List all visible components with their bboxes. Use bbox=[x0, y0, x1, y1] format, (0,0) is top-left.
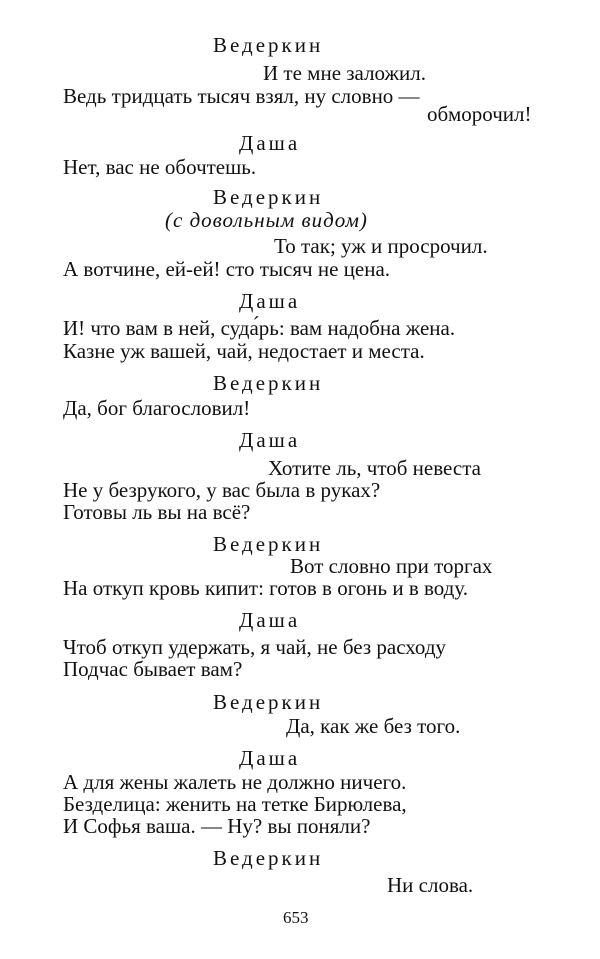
speaker-name: Ведеркин bbox=[213, 690, 324, 714]
speaker-name: Даша bbox=[239, 289, 301, 313]
verse-line: Нет, вас не обочтешь. bbox=[63, 155, 257, 179]
verse-line: То так; уж и просрочил. bbox=[274, 234, 488, 258]
verse-line: Подчас бывает вам? bbox=[63, 657, 243, 681]
speaker-name: Ведеркин bbox=[213, 371, 324, 395]
page-number: 653 bbox=[283, 908, 309, 927]
verse-line: Ни слова. bbox=[387, 873, 474, 897]
verse-line: Да, как же без того. bbox=[286, 714, 461, 738]
speaker-name: Даша bbox=[239, 428, 301, 452]
verse-line: И те мне заложил. bbox=[263, 61, 426, 85]
speaker-name: Даша bbox=[239, 608, 301, 632]
verse-line: Казне уж вашей, чай, недостает и места. bbox=[63, 339, 425, 363]
verse-line: Ведь тридцать тысяч взял, ну словно — bbox=[63, 84, 420, 108]
verse-line: Чтоб откуп удержать, я чай, не без расходу bbox=[63, 635, 447, 659]
speaker-name: Ведеркин bbox=[213, 33, 324, 57]
speaker-name: Ведеркин bbox=[213, 532, 324, 556]
verse-line: Не у безрукого, у вас была в руках? bbox=[63, 478, 381, 502]
speaker-name: Ведеркин bbox=[213, 185, 324, 209]
stage-direction: (с довольным видом) bbox=[165, 208, 368, 232]
speaker-name: Даша bbox=[239, 131, 301, 155]
speaker-name: Даша bbox=[239, 746, 301, 770]
verse-line: Готовы ль вы на всё? bbox=[63, 500, 251, 524]
speaker-name: Ведеркин bbox=[213, 846, 324, 870]
verse-line: А для жены жалеть не должно ничего. bbox=[63, 770, 407, 794]
verse-line: обморочил! bbox=[427, 102, 532, 126]
verse-line: Вот словно при торгах bbox=[290, 554, 493, 578]
verse-line: На откуп кровь кипит: готов в огонь и в воду. bbox=[63, 576, 469, 600]
verse-line: И Софья ваша. — Ну? вы поняли? bbox=[63, 814, 371, 838]
verse-line: А вотчине, ей-ей! сто тысяч не цена. bbox=[63, 257, 391, 281]
verse-line: Хотите ль, чтоб невеста bbox=[268, 456, 481, 480]
verse-line: Безделица: женить на тетке Бирюлева, bbox=[63, 792, 407, 816]
verse-line: Да, бог благословил! bbox=[63, 396, 251, 420]
verse-line: И! что вам в ней, суда́рь: вам надобна жена. bbox=[63, 316, 456, 340]
